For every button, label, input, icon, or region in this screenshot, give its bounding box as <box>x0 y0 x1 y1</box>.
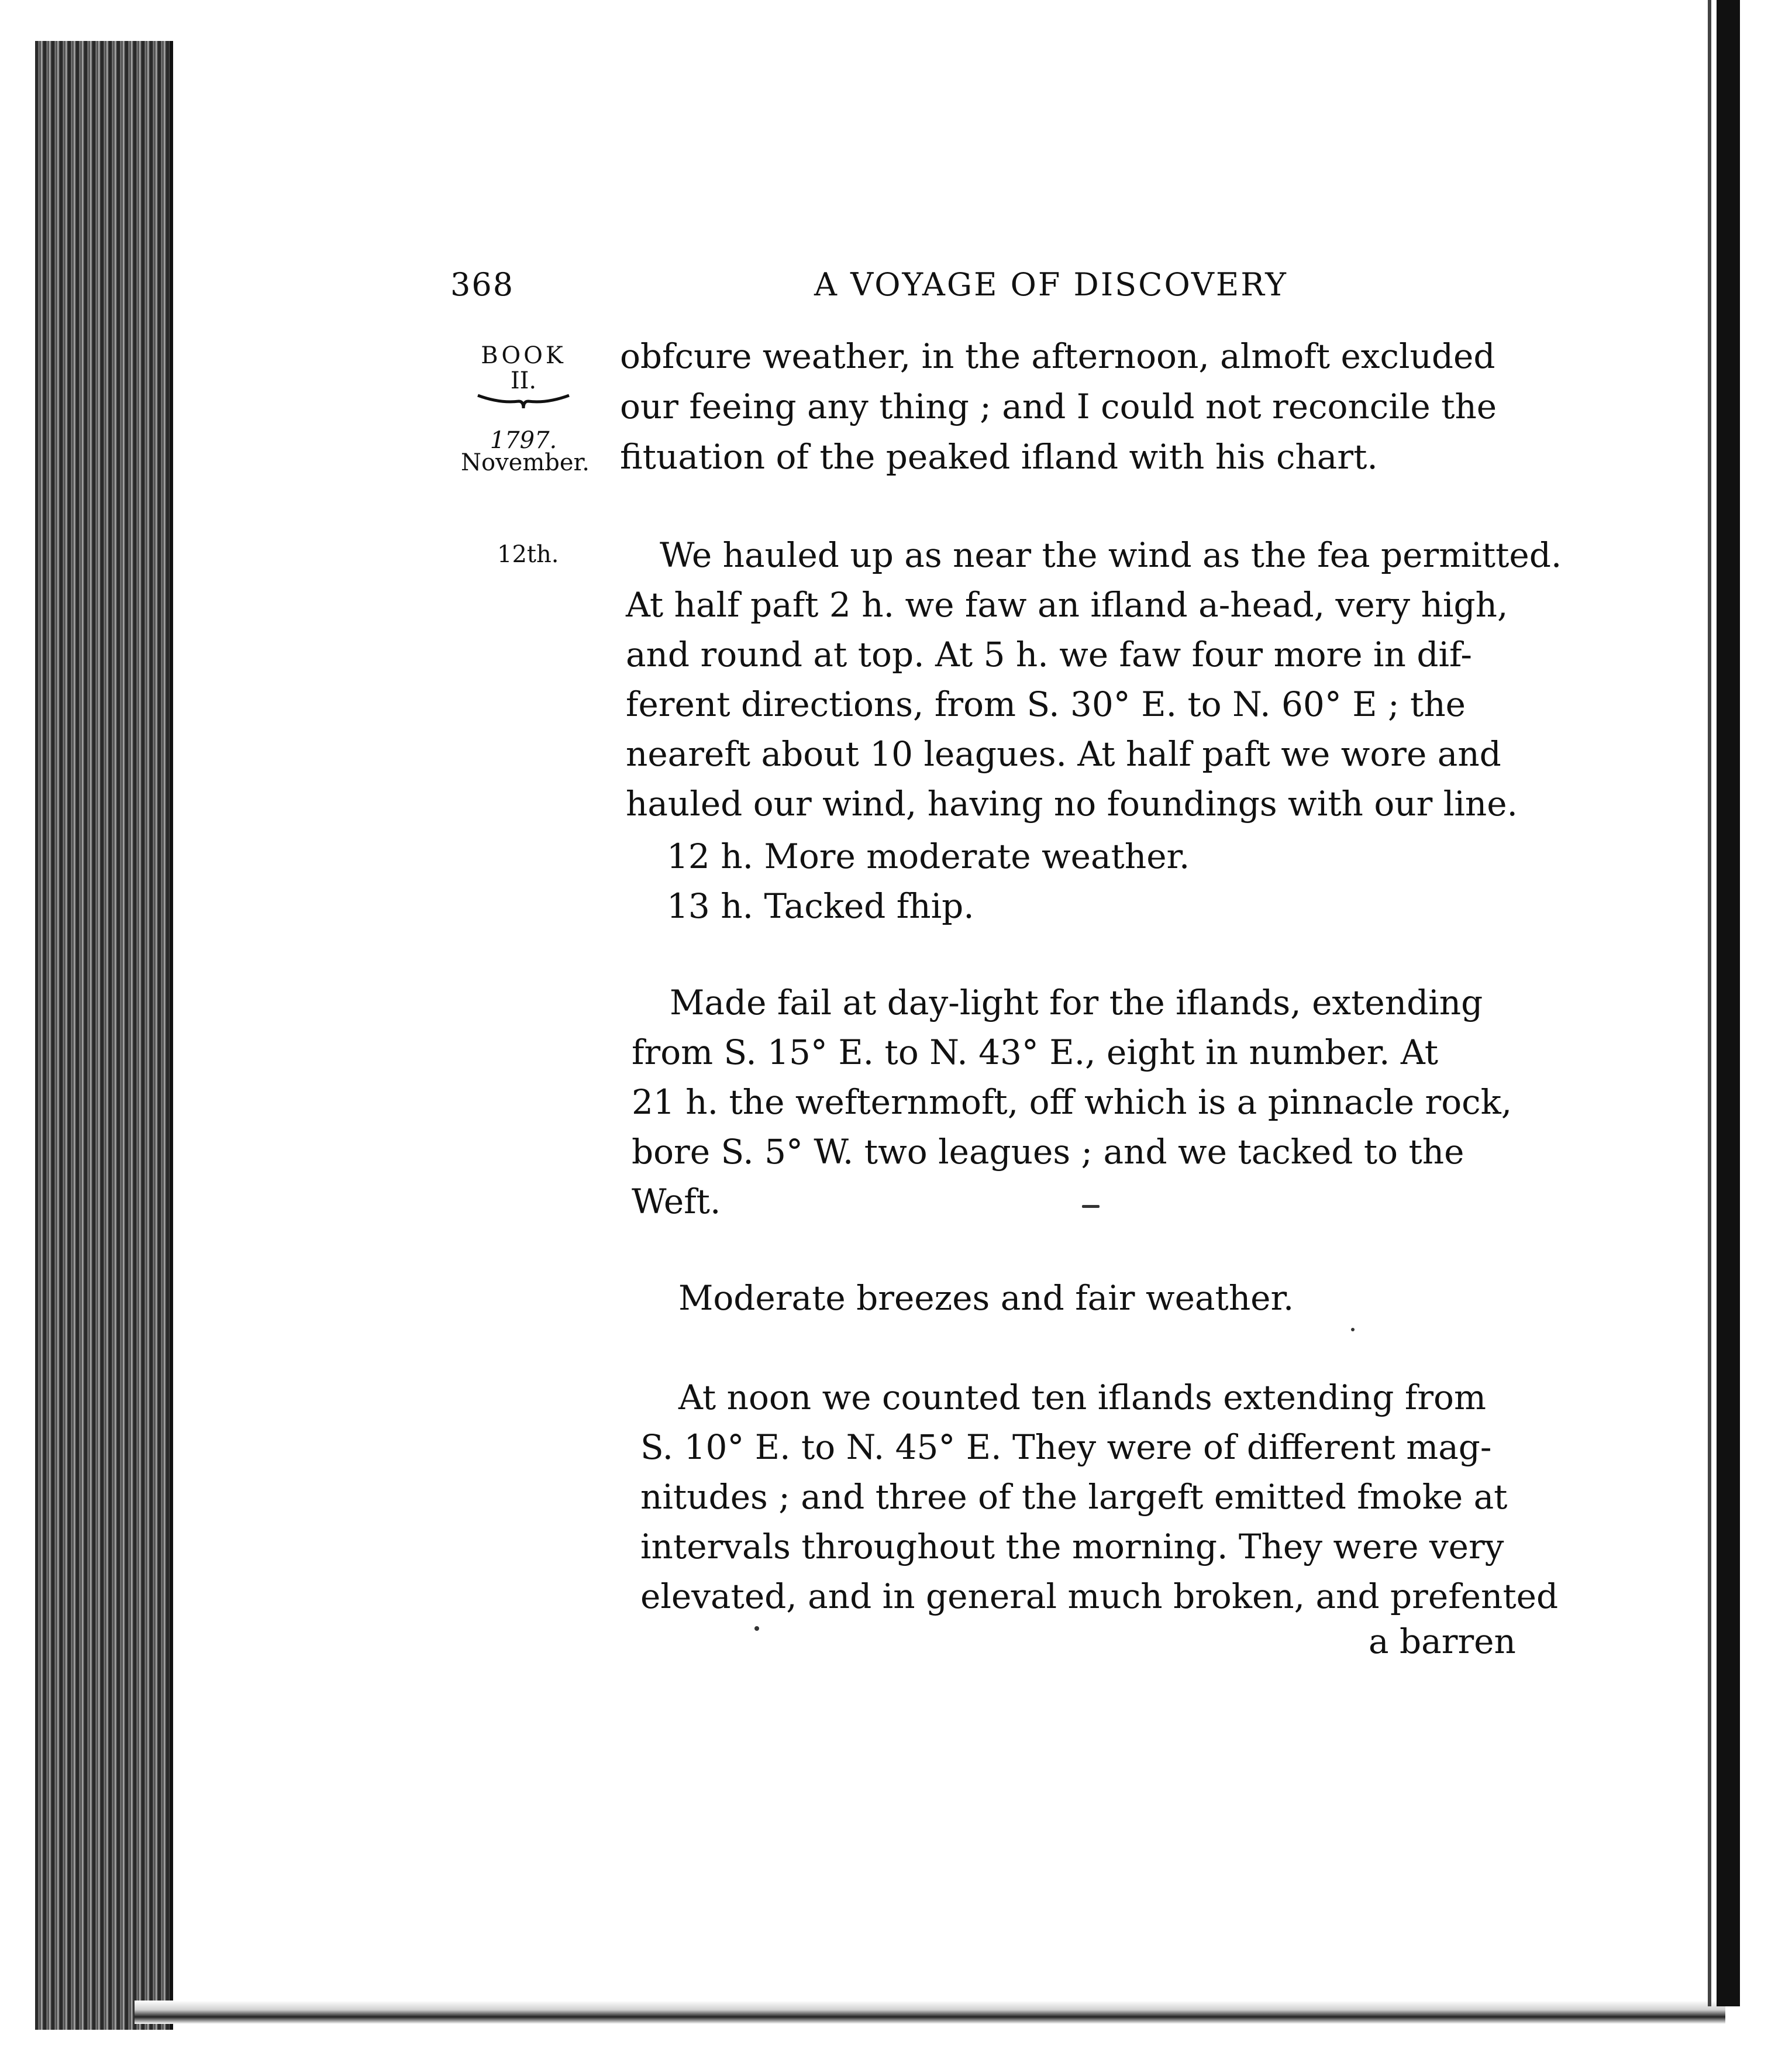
text-line: and round at top. At 5 h. we faw four more in dif- <box>626 635 1472 674</box>
scan-margin-right <box>1740 0 1792 2059</box>
text-line: our feeing any thing ; and I could not reconcile the <box>620 387 1497 426</box>
margin-month: November. <box>461 449 590 476</box>
scan-speck <box>754 1626 759 1631</box>
running-title: A VOYAGE OF DISCOVERY <box>814 266 1288 303</box>
margin-year: 1797. <box>490 427 557 454</box>
brace-ornament <box>477 391 570 411</box>
text-line: Weft. <box>632 1182 721 1221</box>
book-page <box>170 0 1708 2001</box>
text-line: Moderate breezes and fair weather. <box>678 1278 1294 1318</box>
text-line: ferent directions, from S. 30° E. to N. 60° E ; the <box>626 684 1466 724</box>
text-line: 13 h. Tacked fhip. <box>667 886 974 926</box>
text-line: fituation of the peaked ifland with his chart. <box>620 437 1378 477</box>
text-line: bore S. 5° W. two leagues ; and we tacked to the <box>632 1132 1464 1172</box>
catchword: a barren <box>1369 1621 1516 1661</box>
text-line: elevated, and in general much broken, and prefented <box>640 1576 1559 1616</box>
scan-border-right <box>1717 0 1740 2006</box>
text-line: obfcure weather, in the afternoon, almoft excluded <box>620 336 1495 376</box>
text-line: 12 h. More moderate weather. <box>667 836 1190 876</box>
text-line: neareft about 10 leagues. At half paft we wore and <box>626 734 1501 774</box>
book-edge <box>35 41 173 2030</box>
page-number: 368 <box>450 266 515 303</box>
scan-border-inner <box>1708 0 1711 2006</box>
text-line: We hauled up as near the wind as the fea permitted. <box>660 535 1562 575</box>
text-line: Made fail at day-light for the iflands, extending <box>670 983 1483 1022</box>
text-line: S. 10° E. to N. 45° E. They were of different mag- <box>640 1427 1492 1467</box>
text-line: intervals throughout the morning. They were very <box>640 1527 1504 1566</box>
text-line: hauled our wind, having no foundings with our line. <box>626 784 1518 824</box>
margin-book-number: II. <box>510 367 537 394</box>
text-line: from S. 15° E. to N. 43° E., eight in number. At <box>632 1032 1439 1072</box>
text-line: nitudes ; and three of the largeft emitted fmoke at <box>640 1477 1508 1517</box>
margin-date: 12th. <box>497 541 559 568</box>
text-line: At half paft 2 h. we faw an ifland a-head, very high, <box>626 585 1508 625</box>
scan-speck <box>1082 1205 1100 1208</box>
text-line: 21 h. the wefternmoft, off which is a pinnacle rock, <box>632 1082 1512 1122</box>
text-line: At noon we counted ten iflands extending from <box>678 1378 1486 1417</box>
running-head <box>170 266 1708 313</box>
page-bottom-edge <box>135 2001 1725 2024</box>
scan-speck <box>1351 1328 1355 1331</box>
margin-book-label: BOOK <box>481 342 566 369</box>
